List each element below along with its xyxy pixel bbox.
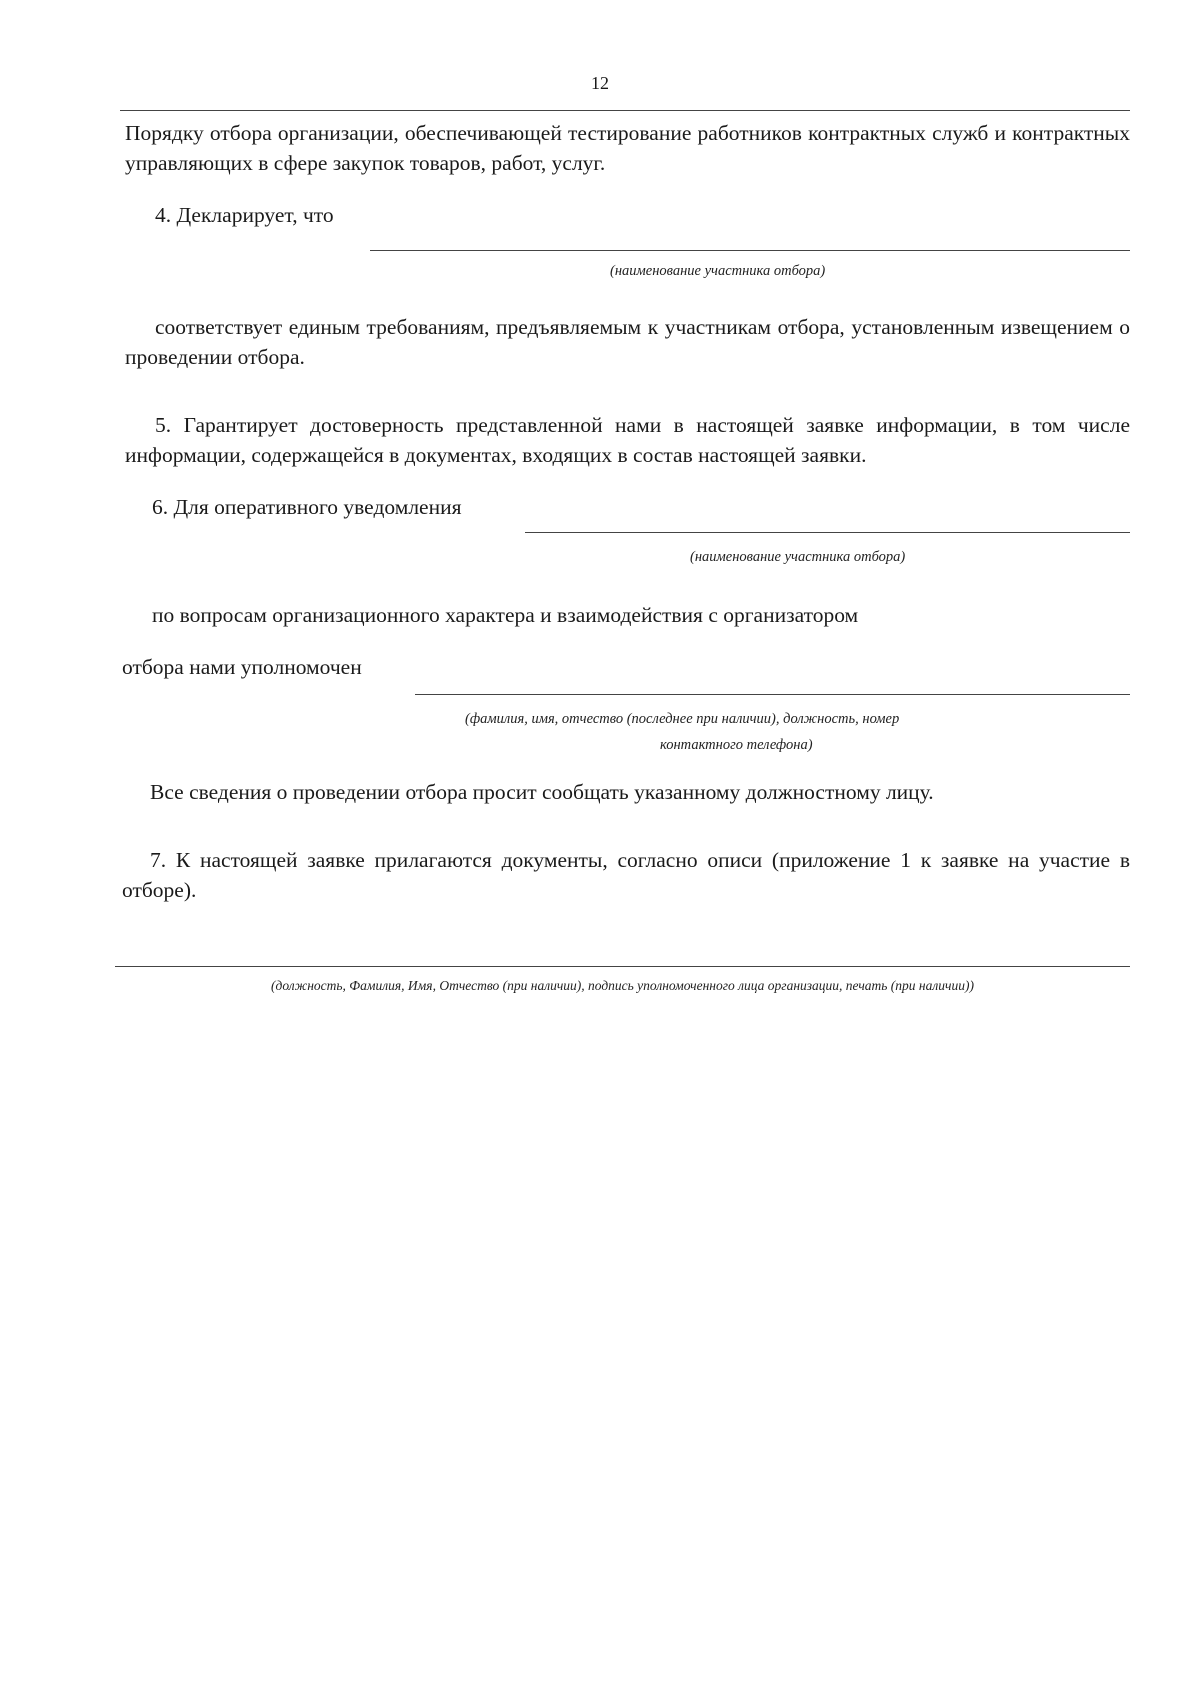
item6-caption: (наименование участника отбора): [690, 549, 906, 565]
item6-participant-field[interactable]: [525, 532, 1130, 533]
item6-text-line2: отбора нами уполномочен: [122, 655, 362, 679]
item4-label: 4. Декларирует, что: [155, 203, 334, 227]
item4-caption: (наименование участника отбора): [610, 263, 826, 279]
item4-participant-field[interactable]: [370, 250, 1130, 251]
header-rule: [120, 110, 1130, 111]
item4-text: соответствует единым требованиям, предъявляемым к участникам отбора, установленным извещением о проведении отбора.: [125, 315, 1130, 369]
item6-text-line1: по вопросам организационного характера и взаимодействия с организатором: [152, 603, 859, 627]
item6-label: 6. Для оперативного уведомления: [152, 495, 462, 519]
item6-request-text: Все сведения о проведении отбора просит сообщать указанному должностному лицу.: [150, 780, 934, 804]
intro-paragraph: Порядку отбора организации, обеспечивающей тестирование работников контрактных служб и контрактных управляющих в сфере закупок товаров, работ, услуг.: [125, 121, 1130, 175]
item6-caption2-line2: контактного телефона): [660, 737, 813, 753]
item6-caption2-line1: (фамилия, имя, отчество (последнее при наличии), должность, номер: [465, 711, 900, 727]
item7-text: 7. К настоящей заявке прилагаются документы, согласно описи (приложение 1 к заявке на участие в отборе).: [122, 848, 1130, 902]
signature-field[interactable]: [115, 966, 1130, 967]
signature-caption: (должность, Фамилия, Имя, Отчество (при наличии), подпись уполномоченного лица организации, печать (при наличии)): [271, 978, 974, 993]
item5-text: 5. Гарантирует достоверность представленной нами в настоящей заявке информации, в том числе информации, содержащейся в документах, входящих в состав настоящей заявки.: [125, 413, 1130, 467]
page-number: 12: [591, 73, 609, 93]
item6-representative-field[interactable]: [415, 694, 1130, 695]
